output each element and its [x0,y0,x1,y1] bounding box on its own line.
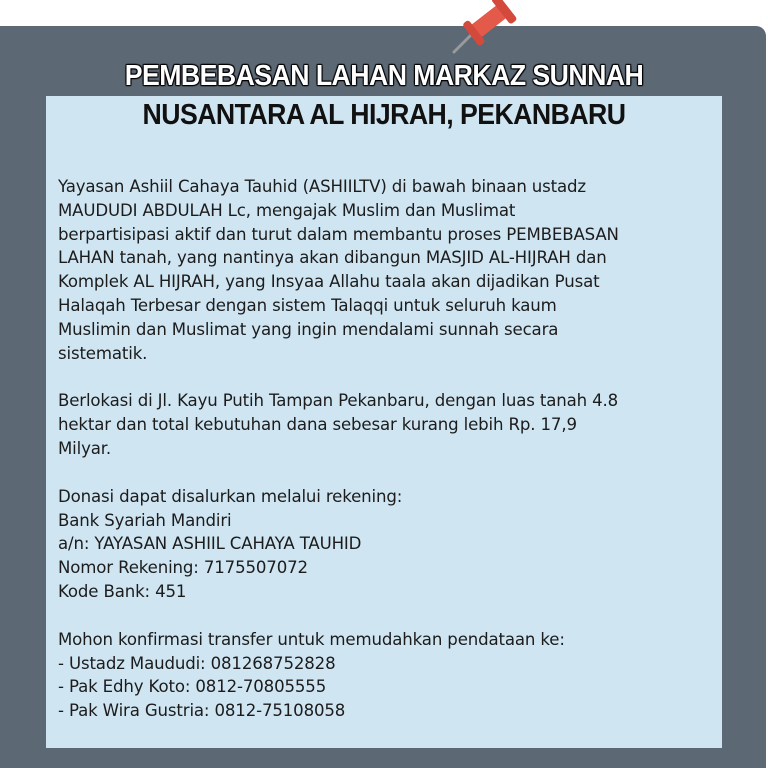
account-name: a/n: YAYASAN ASHIIL CAHAYA TAUHID [58,534,362,554]
page-title-line-2: NUSANTARA AL HIJRAH, PEKANBARU [142,99,626,131]
donation-section [58,485,718,604]
text-line: Halaqah Terbesar dengan sistem Talaqqi untuk seluruh kaum [58,295,557,315]
account-number: Nomor Rekening: 7175507072 [58,558,308,578]
bank-name: Bank Syariah Mandiri [58,510,232,530]
text-line: Milyar. [58,438,112,458]
contact-item: - Ustadz Maududi: 081268752828 [58,653,336,673]
confirmation-section [58,628,718,723]
text-line: Berlokasi di Jl. Kayu Putih Tampan Pekanbaru, dengan luas tanah 4.8 [58,391,619,411]
push-pin-icon [436,0,526,58]
text-line: berpartisipasi aktif dan turut dalam membantu proses PEMBEBASAN [58,224,619,244]
announcement-body [58,175,718,723]
text-line: Muslimin dan Muslimat yang ingin mendalami sunnah secara [58,319,559,339]
intro-paragraph [58,175,718,365]
bank-code: Kode Bank: 451 [58,581,187,601]
location-paragraph [58,389,718,460]
confirmation-heading: Mohon konfirmasi transfer untuk memudahkan pendataan ke: [58,629,565,649]
text-line: Yayasan Ashiil Cahaya Tauhid (ASHIILTV) di bawah binaan ustadz [58,177,586,196]
text-line: Komplek AL HIJRAH, yang Insyaa Allahu taala akan dijadikan Pusat [58,272,600,292]
contact-item: - Pak Wira Gustria: 0812-75108058 [58,701,346,721]
donation-heading: Donasi dapat disalurkan melalui rekening: [58,486,403,506]
text-line: sistematik. [58,343,148,363]
page-title-line-1: PEMBEBASAN LAHAN MARKAZ SUNNAH [124,60,644,92]
text-line: LAHAN tanah, yang nantinya akan dibangun MASJID AL-HIJRAH dan [58,248,607,268]
text-line: hektar dan total kebutuhan dana sebesar kurang lebih Rp. 17,9 [58,415,577,435]
contact-item: - Pak Edhy Koto: 0812-70805555 [58,677,327,697]
text-line: MAUDUDI ABDULAH Lc, mengajak Muslim dan Muslimat [58,200,516,220]
